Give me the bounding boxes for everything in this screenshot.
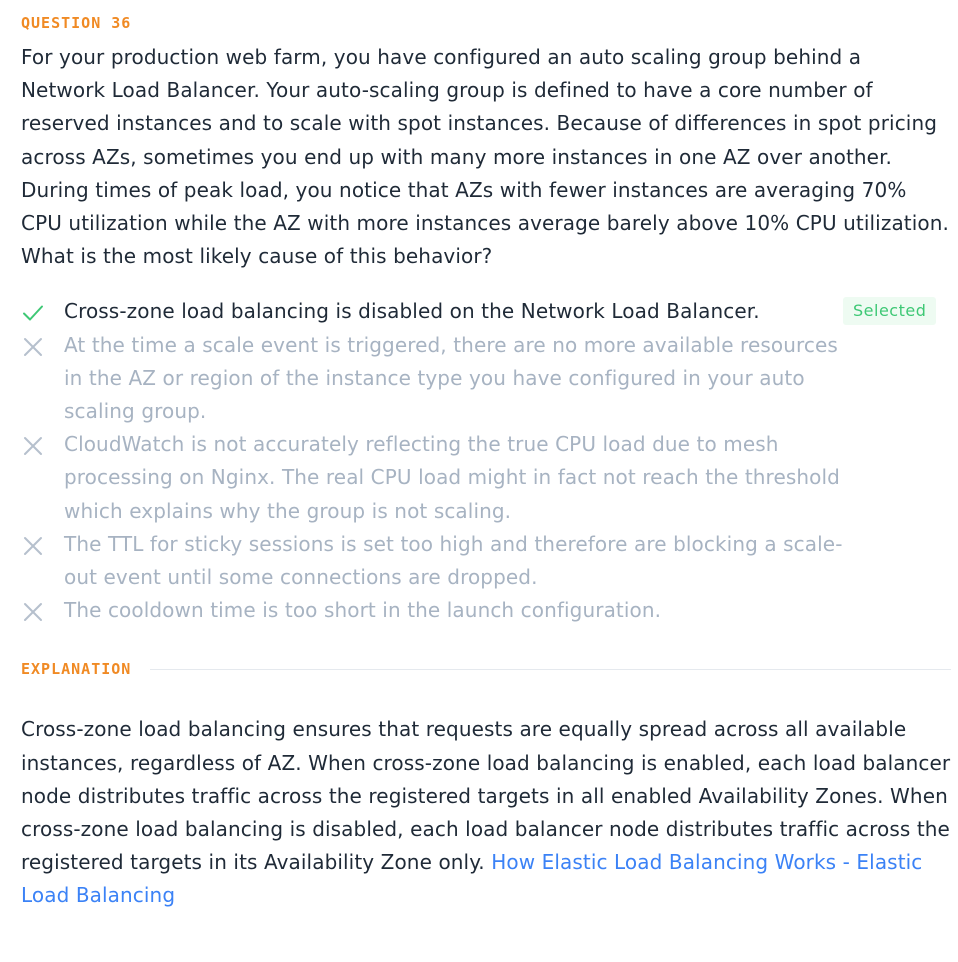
question-card bbox=[21, 0, 951, 913]
reference-link[interactable]: How Elastic Load Balancing Works - Elastic Load Balancing bbox=[21, 850, 923, 908]
question-label: QUESTION 36 bbox=[21, 14, 132, 32]
answer-option-1[interactable] bbox=[21, 295, 951, 328]
explanation-header bbox=[21, 659, 951, 679]
question-text: For your production web farm, you have configured an auto scaling group behind a Network Load Balancer. Your auto-scaling group is defined to have a core number of reserved instances and to scale with spot instances. Because of differences in spot pricing across AZs, sometimes you end up with many more instances in one AZ over another. During times of peak load, you notice that AZs with fewer instances are averaging 70% CPU utilization while the AZ with more instances average barely above 10% CPU utilization. What is the most likely cause of this behavior? bbox=[21, 45, 949, 269]
answer-option-3[interactable] bbox=[21, 428, 951, 528]
answer-list bbox=[21, 295, 951, 627]
check-icon bbox=[21, 301, 45, 325]
explanation-text bbox=[21, 713, 951, 912]
x-icon bbox=[21, 434, 45, 458]
answer-text: The TTL for sticky sessions is set too high and therefore are blocking a scale-out event until some connections are dropped. bbox=[64, 531, 843, 590]
x-icon bbox=[21, 600, 45, 624]
explanation-body: Cross-zone load balancing ensures that requests are equally spread across all available instances, regardless of AZ. When cross-zone load balancing is enabled, each load balancer node distributes traffic across the registered targets in all enabled Availability Zones. When cross-zone load balancing is disabled, each load balancer node distributes traffic across the registered targets in its Availability Zone only. bbox=[21, 717, 951, 875]
answer-text: At the time a scale event is triggered, there are no more available resources in the AZ or region of the instance type you have configured in your auto scaling group. bbox=[64, 332, 838, 424]
answer-text: The cooldown time is too short in the launch configuration. bbox=[64, 598, 662, 623]
answer-option-2[interactable] bbox=[21, 329, 951, 429]
answer-text: CloudWatch is not accurately reflecting the true CPU load due to mesh processing on Nginx. The real CPU load might in fact not reach the threshold which explains why the group is not scaling. bbox=[64, 432, 840, 523]
selected-badge: Selected bbox=[843, 297, 936, 325]
divider bbox=[150, 669, 951, 670]
answer-option-5[interactable] bbox=[21, 594, 951, 627]
answer-option-4[interactable] bbox=[21, 528, 951, 594]
answer-text: Cross-zone load balancing is disabled on the Network Load Balancer. bbox=[64, 299, 760, 324]
x-icon bbox=[21, 335, 45, 359]
explanation-label: EXPLANATION bbox=[21, 660, 132, 679]
x-icon bbox=[21, 534, 45, 558]
